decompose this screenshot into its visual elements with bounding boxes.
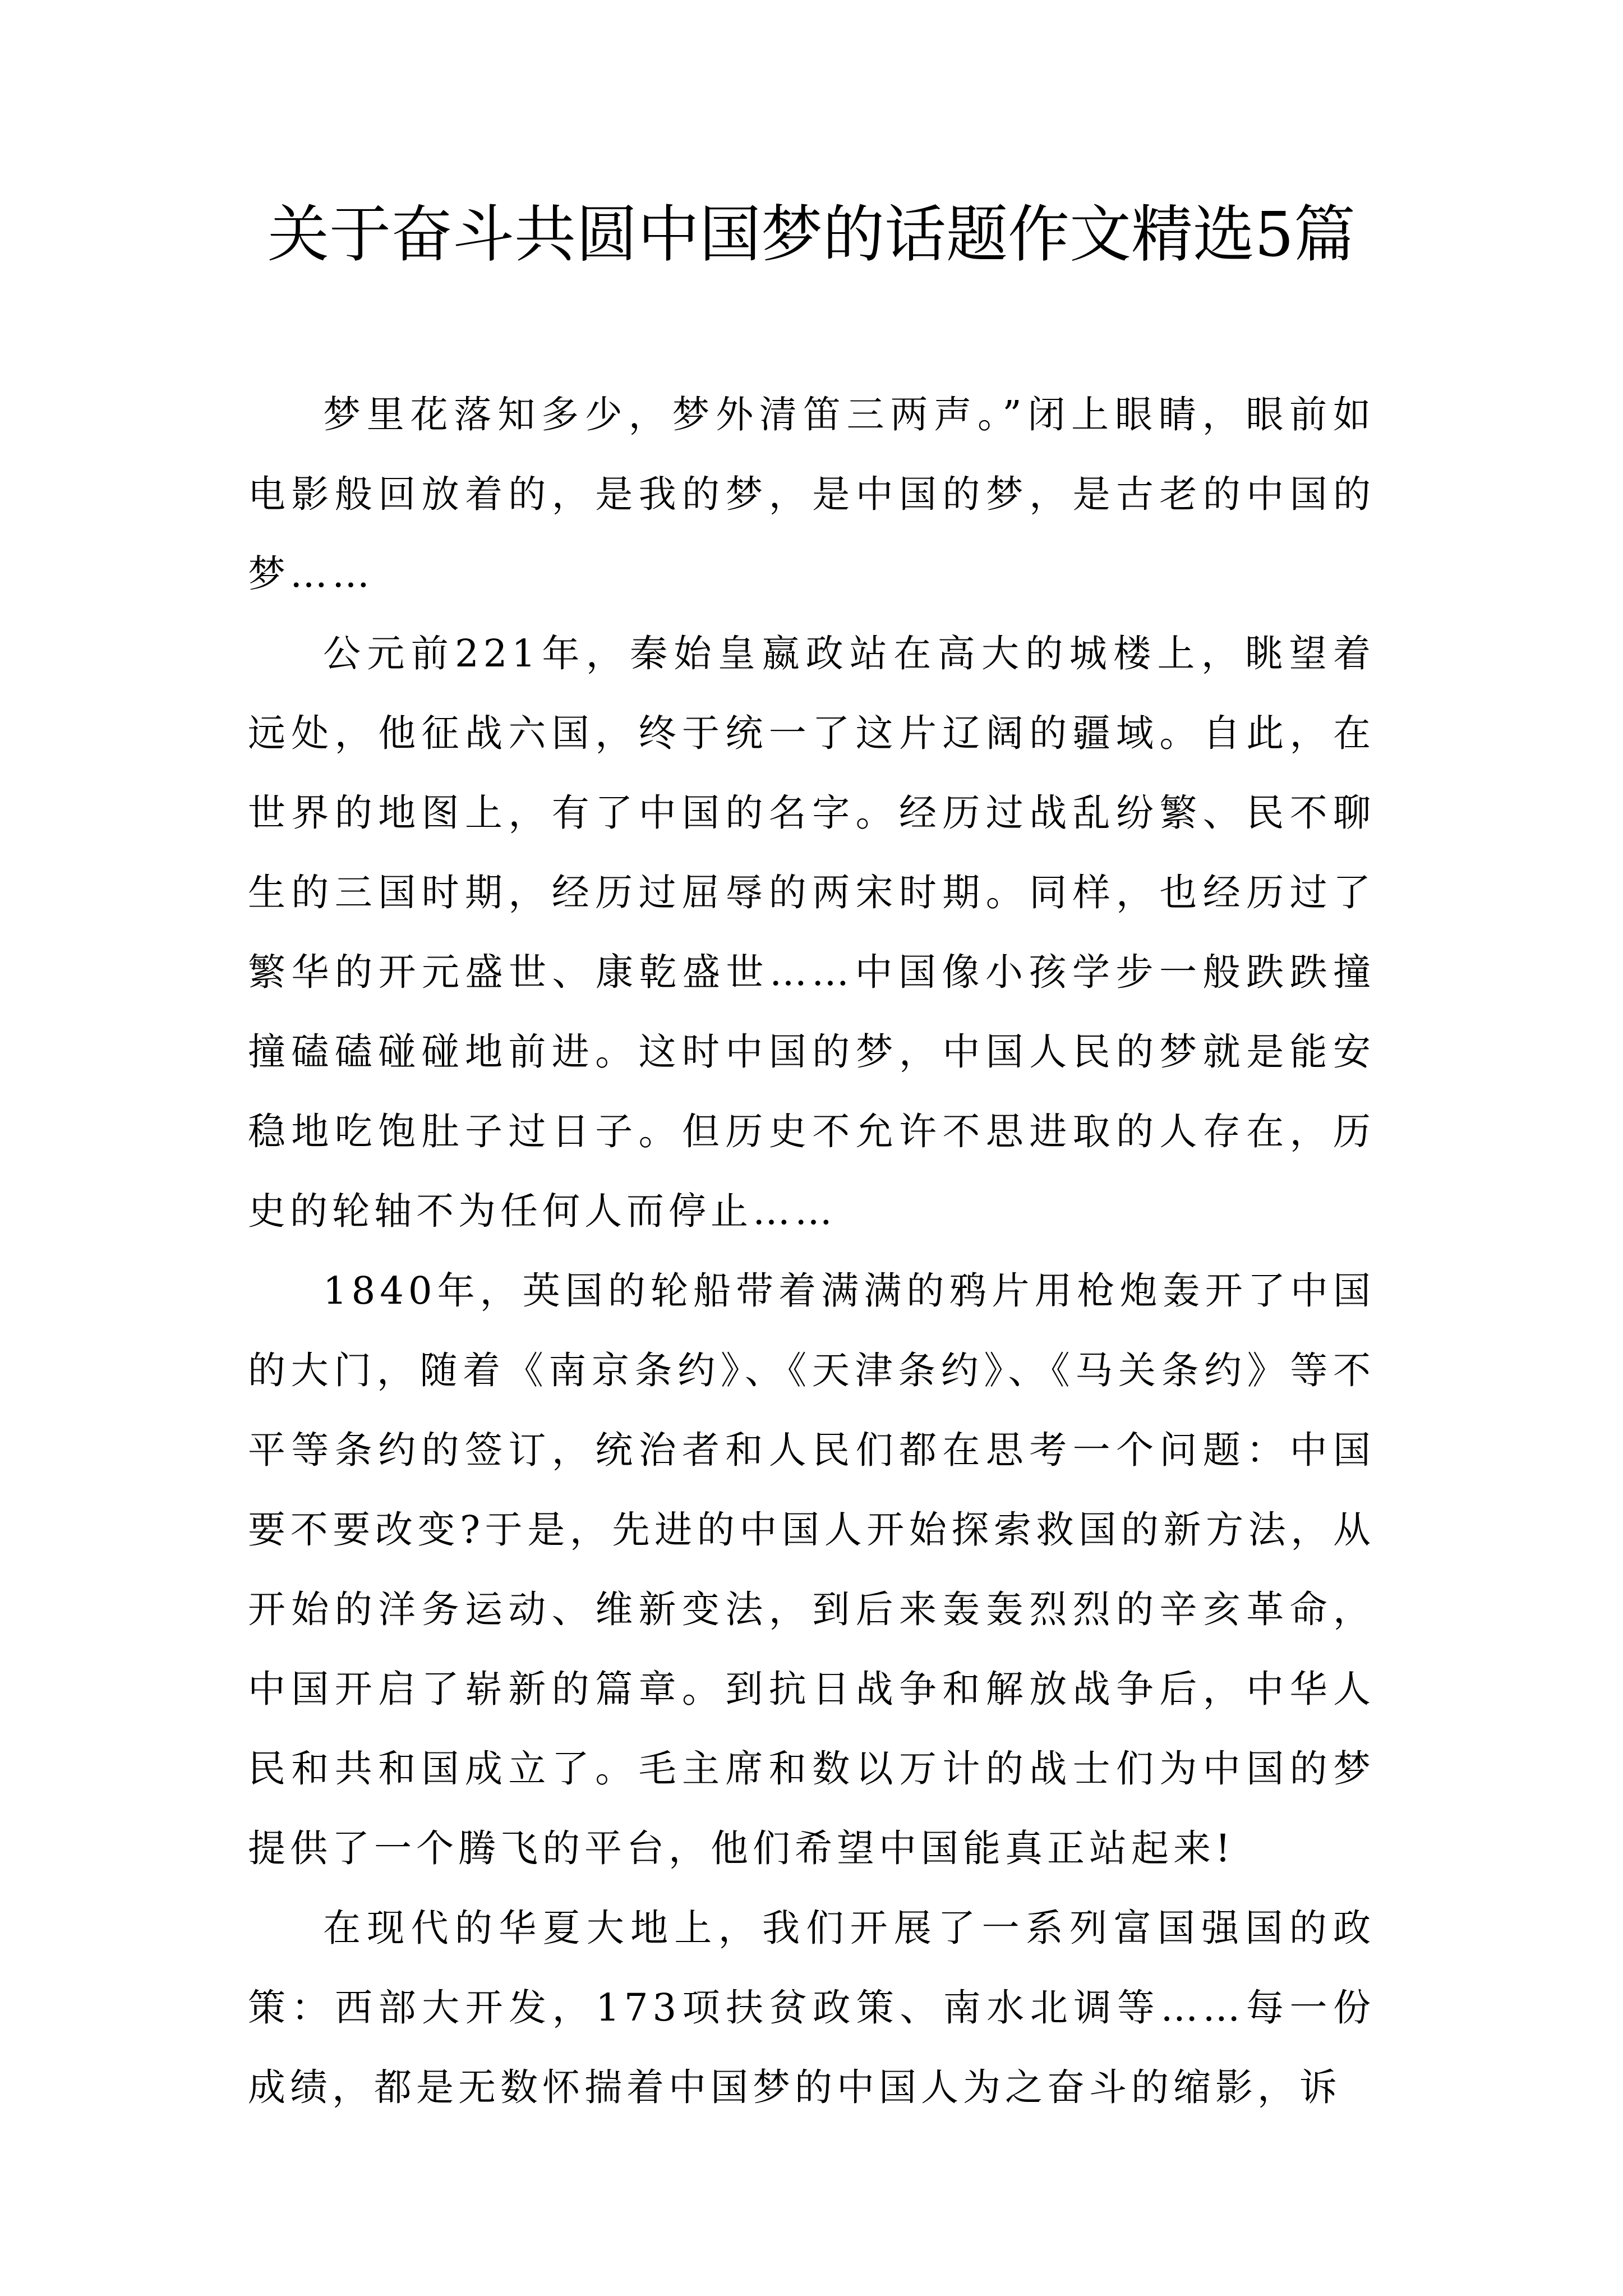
- paragraph-1: 梦里花落知多少，梦外清笛三两声。”闭上眼睛，眼前如电影般回放着的，是我的梦，是中国的梦，是古老的中国的梦……: [248, 393, 1375, 596]
- paragraph-4: 在现代的华夏大地上，我们开展了一系列富国强国的政策：西部大开发，173项扶贫政策、南水北调等……每一份成绩，都是无数怀揣着中国梦的中国人为之奋斗的缩影，诉: [248, 1906, 1375, 2109]
- paragraph-2: 公元前221年，秦始皇嬴政站在高大的城楼上，眺望着远处，他征战六国，终于统一了这片辽阔的疆域。自此，在世界的地图上，有了中国的名字。经历过战乱纷繁、民不聊生的三国时期，经历过屈辱的两宋时期。同样，也经历过了繁华的开元盛世、康乾盛世……中国像小孩学步一般跌跌撞撞磕磕碰碰地前进。这时中国的梦，中国人民的梦就是能安稳地吃饱肚子过日子。但历史不允许不思进取的人存在，历史的轮轴不为任何人而停止……: [248, 632, 1375, 1233]
- document-title: 关于奋斗共圆中国梦的话题作文精选5篇: [268, 199, 1355, 270]
- document-body: [248, 375, 1375, 2127]
- paragraph-3: 1840年，英国的轮船带着满满的鸦片用枪炮轰开了中国的大门，随着《南京条约》、《天津条约》、《马关条约》等不平等条约的签订，统治者和人民们都在思考一个问题：中国要不要改变?于是，先进的中国人开始探索救国的新方法，从开始的洋务运动、维新变法，到后来轰轰烈烈的辛亥革命，中国开启了崭新的篇章。到抗日战争和解放战争后，中华人民和共和国成立了。毛主席和数以万计的战士们为中国的梦提供了一个腾飞的平台，他们希望中国能真正站起来!: [248, 1269, 1375, 1870]
